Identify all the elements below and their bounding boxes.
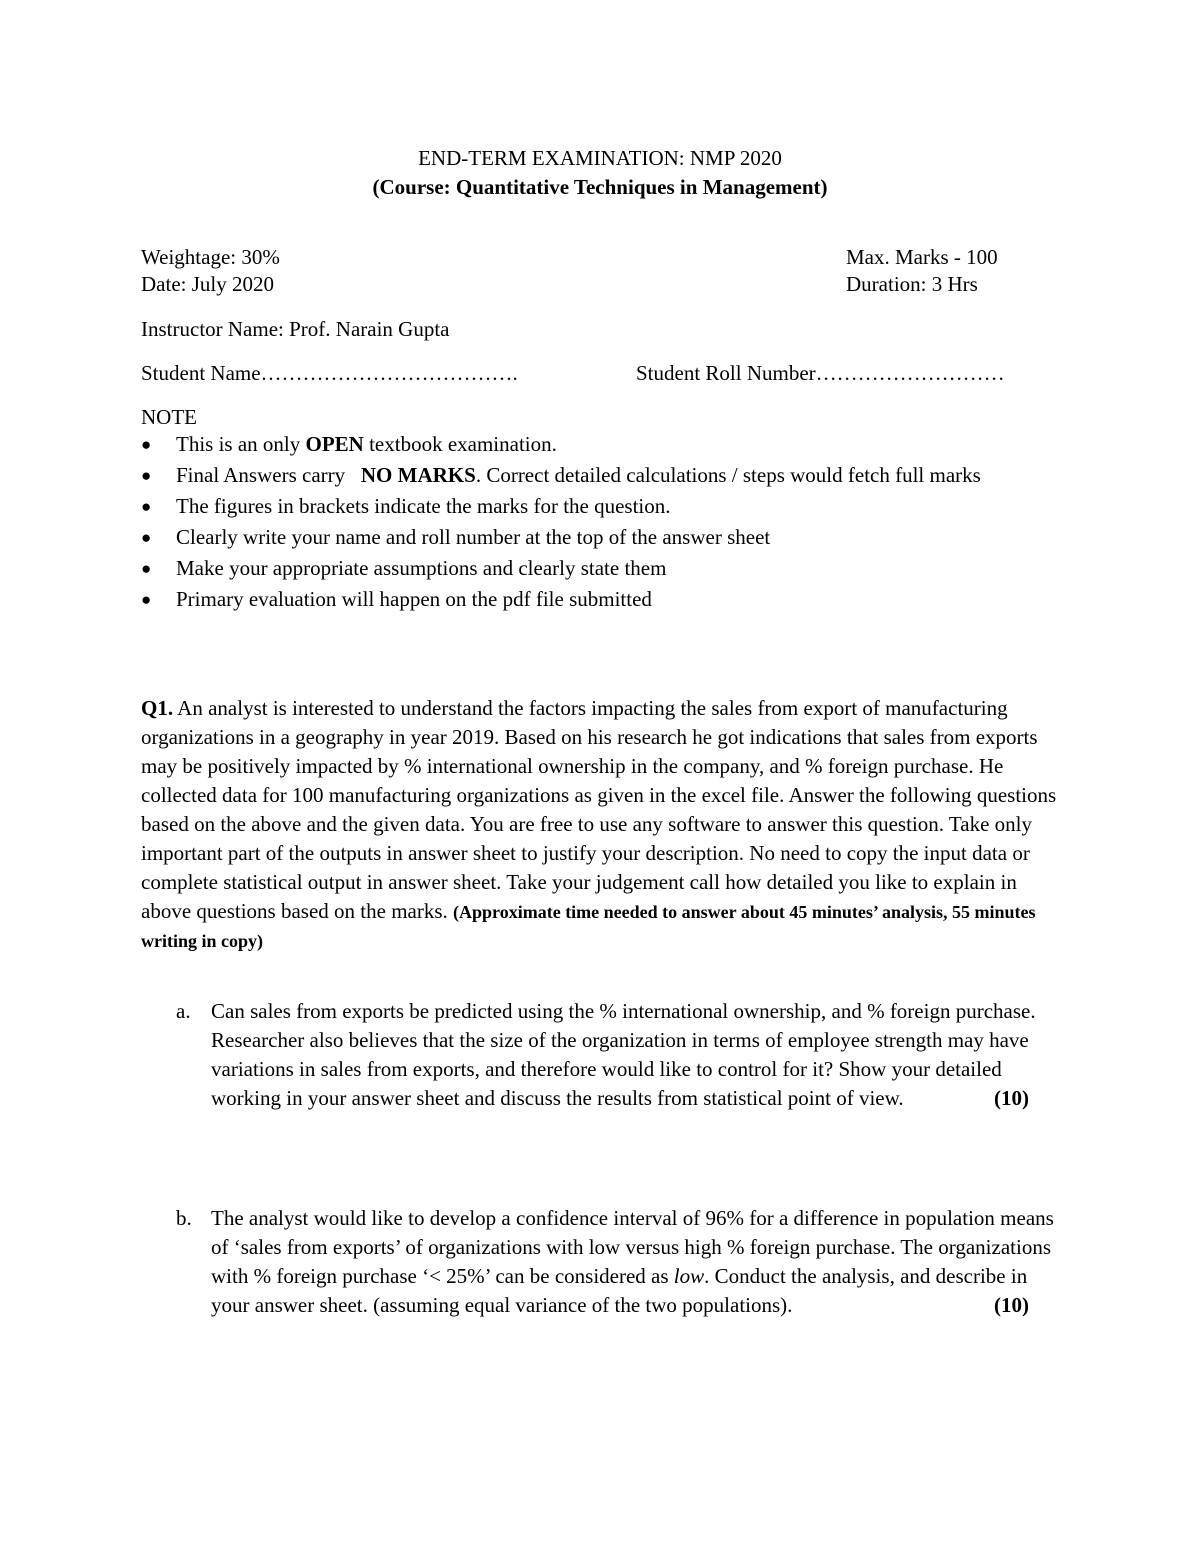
note-item: ● Make your appropriate assumptions and clearly state them bbox=[141, 554, 1061, 583]
question-1-label: Q1. bbox=[141, 696, 174, 720]
note-item: ● The figures in brackets indicate the marks for the question. bbox=[141, 492, 1061, 521]
time-note: (Approximate time needed to answer about 45 minutes’ analysis, 55 minutes writing in copy) bbox=[141, 902, 1036, 951]
note-item: ● Clearly write your name and roll number at the top of the answer sheet bbox=[141, 523, 1061, 552]
note-item: ● Primary evaluation will happen on the pdf file submitted bbox=[141, 585, 1061, 614]
note-list bbox=[141, 430, 1061, 616]
instructor-name: Instructor Name: Prof. Narain Gupta bbox=[141, 317, 450, 341]
note-heading: NOTE bbox=[141, 405, 197, 429]
bullet-icon: ● bbox=[141, 497, 152, 516]
student-name-field: Student Name………………………………. bbox=[141, 361, 518, 385]
part-text-end: . Conduct the analysis, and describe in your answer sheet. (assuming equal variance of the two populations). bbox=[211, 1264, 1028, 1317]
part-marks: (10) bbox=[994, 1293, 1029, 1317]
part-text: Can sales from exports be predicted using the % international ownership, and % foreign purchase. Researcher also believes that the size of the organization in terms of employee strength may have variations in sales from exports, and therefore would like to control for it? Show your detailed working in your answer sheet and discuss the results from statistical point of view. bbox=[211, 999, 1036, 1110]
note-item: ● Final Answers carry NO MARKS. Correct detailed calculations / steps would fetch full marks bbox=[141, 461, 1061, 490]
weightage: Weightage: 30% bbox=[141, 245, 280, 269]
part-marks: (10) bbox=[994, 1086, 1029, 1110]
exam-date: Date: July 2020 bbox=[141, 272, 274, 296]
part-text: The analyst would like to develop a confidence interval of 96% for a difference in population means of ‘sales from exports’ of organizations with low versus high % foreign purchase. The organizations with % foreign purchase ‘< 25%’ can be considered as bbox=[211, 1206, 1054, 1288]
part-label: a. bbox=[176, 999, 191, 1023]
bullet-icon: ● bbox=[141, 528, 152, 547]
bullet-icon: ● bbox=[141, 590, 152, 609]
bullet-icon: ● bbox=[141, 559, 152, 578]
course-title: (Course: Quantitative Techniques in Management) bbox=[372, 175, 828, 199]
part-label: b. bbox=[176, 1206, 192, 1230]
student-roll-field: Student Roll Number……………………… bbox=[636, 361, 1005, 385]
bullet-icon: ● bbox=[141, 435, 152, 454]
note-item: ● This is an only OPEN textbook examination. bbox=[141, 430, 1061, 459]
question-1-body: An analyst is interested to understand the factors impacting the sales from export of manufacturing organizations in a geography in year 2019. Based on his research he got indications that sales from exports may be positively impacted by % international ownership in the company, and % foreign purchase. He collected data for 100 manufacturing organizations as given in the excel file. Answer the following questions based on the above and the given data. You are free to use any software to answer this question. Take only important part of the outputs in answer sheet to justify your description. No need to copy the input data or complete statistical output in answer sheet. Take your judgement call how detailed you like to explain in above questions based on the marks. bbox=[141, 696, 1057, 923]
question-1a bbox=[176, 997, 1061, 1113]
part-text-italic: low bbox=[673, 1264, 705, 1288]
duration: Duration: 3 Hrs bbox=[846, 272, 978, 296]
bullet-icon: ● bbox=[141, 466, 152, 485]
exam-title: END-TERM EXAMINATION: NMP 2020 bbox=[418, 146, 782, 170]
question-1b bbox=[176, 1204, 1061, 1320]
question-1 bbox=[141, 694, 1061, 955]
max-marks: Max. Marks - 100 bbox=[846, 245, 998, 269]
